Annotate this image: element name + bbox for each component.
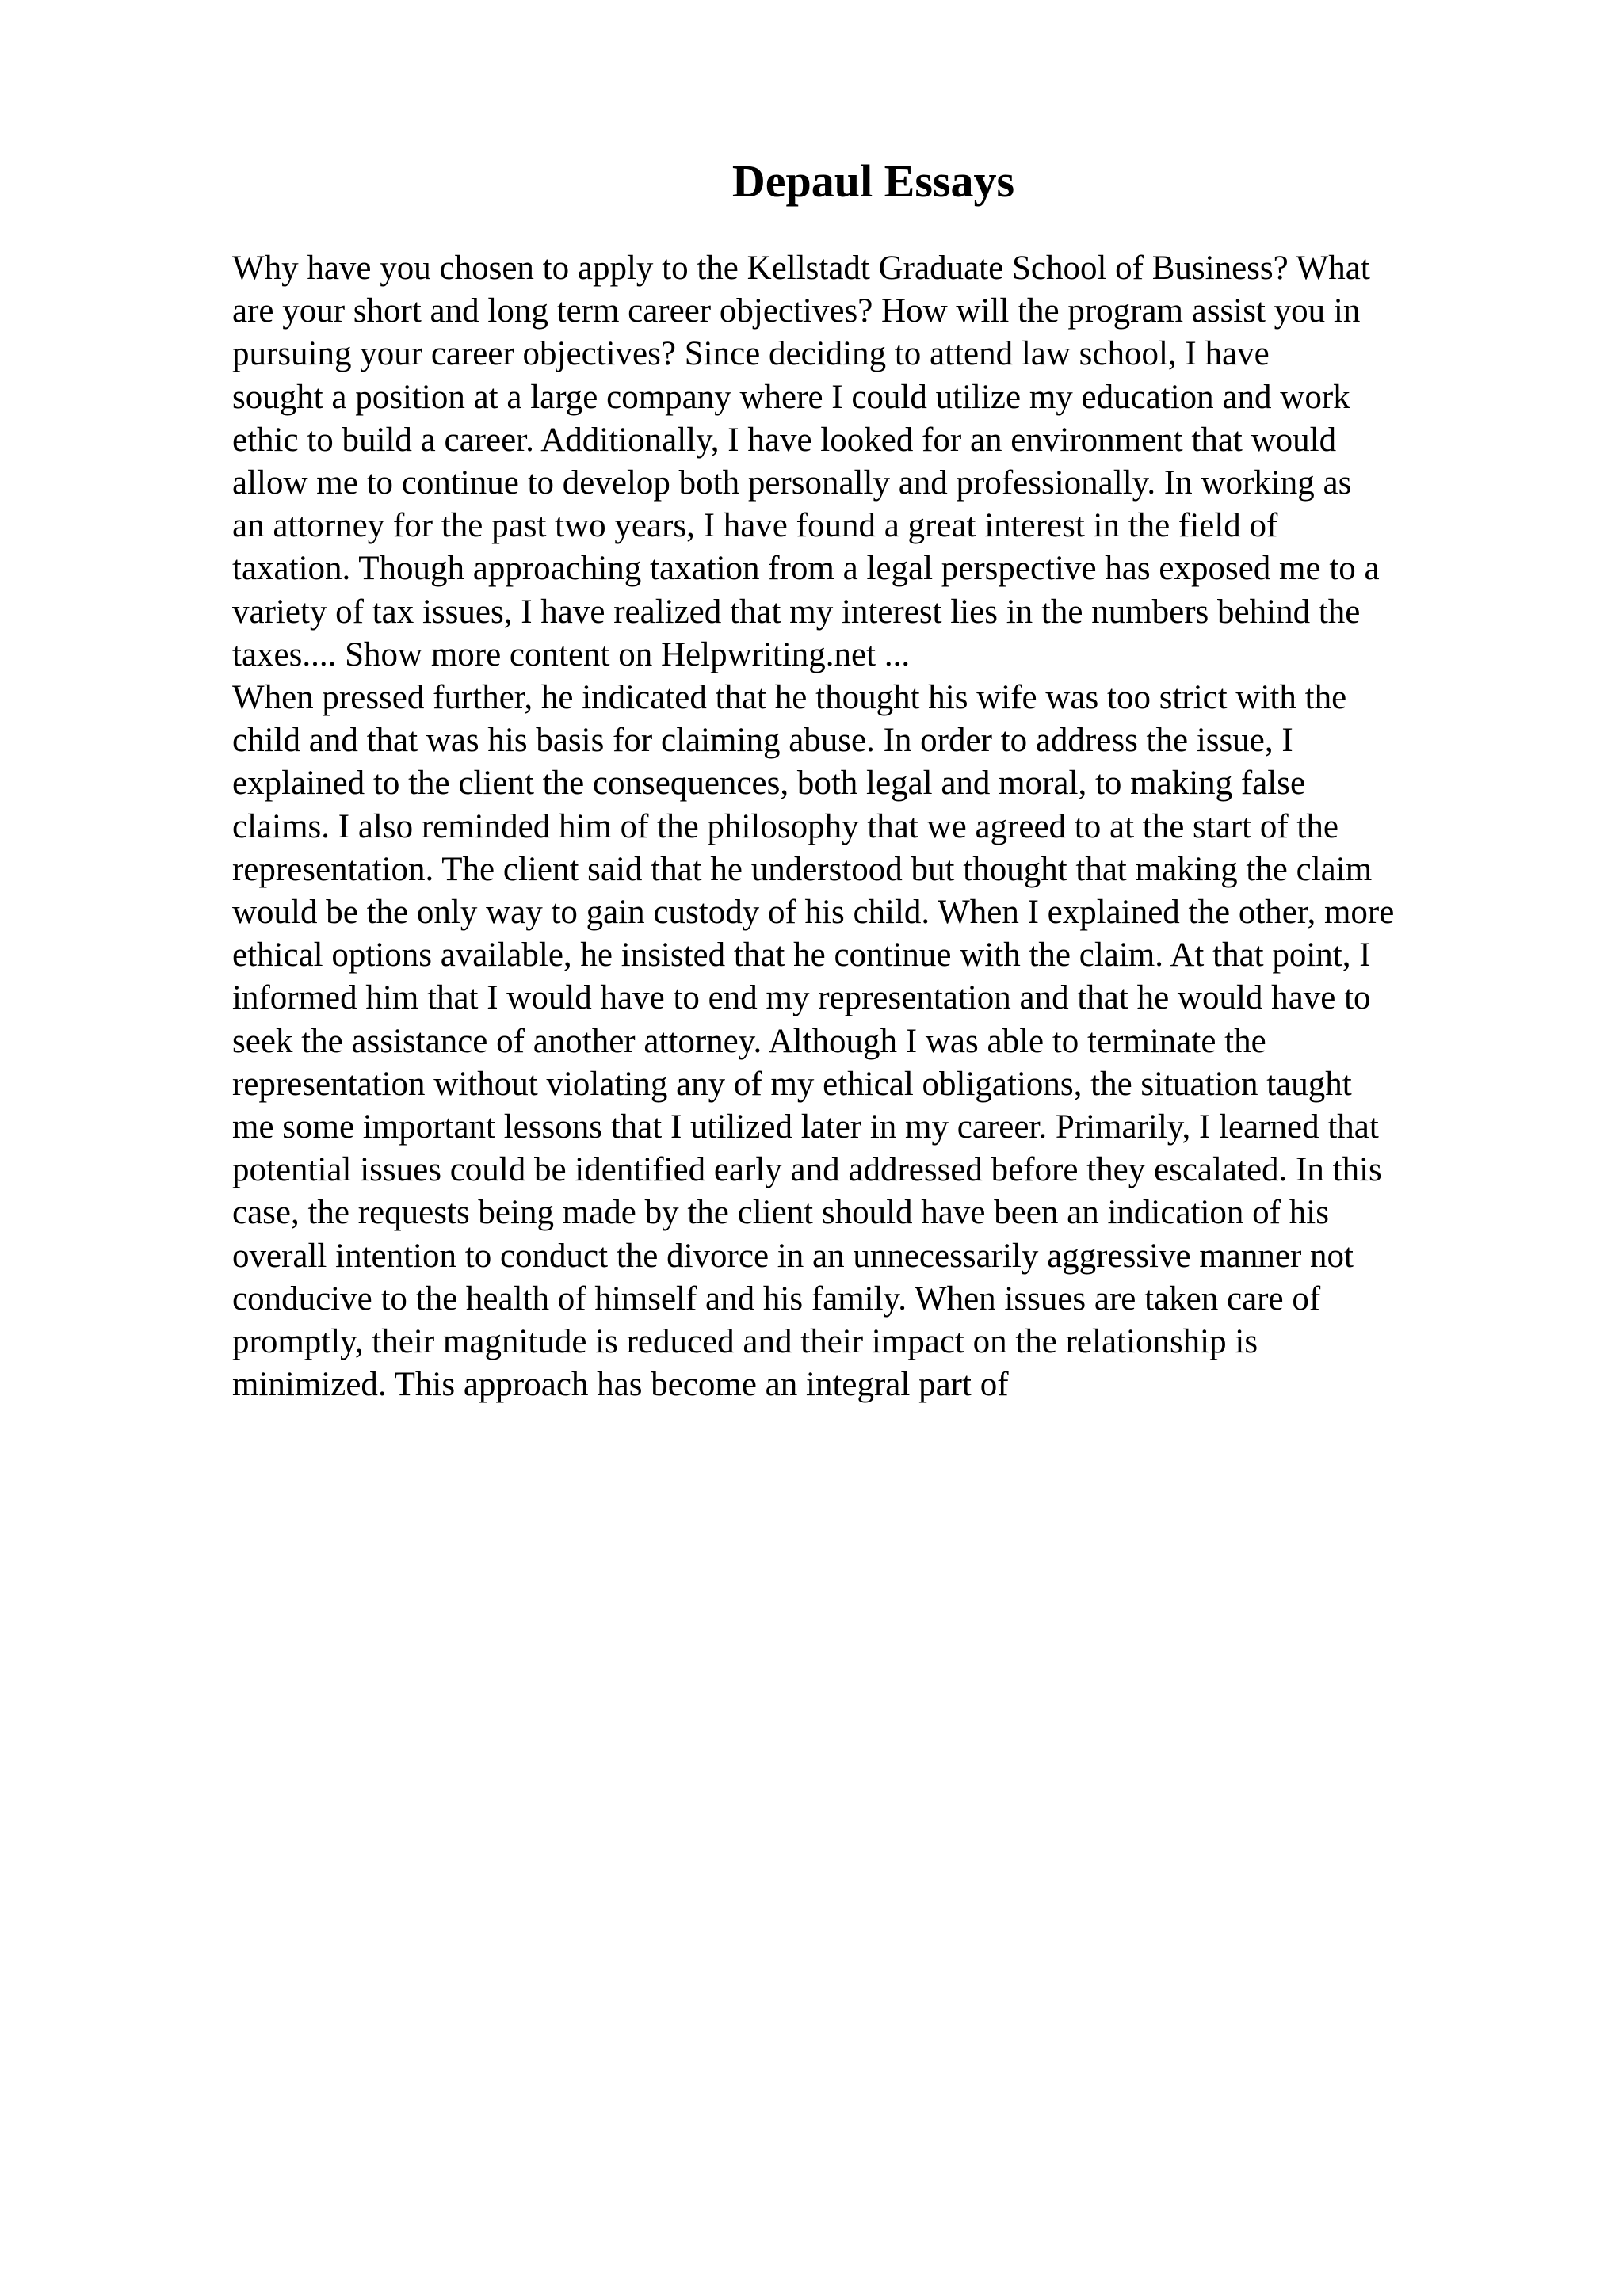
document-title: Depaul Essays [731,155,1015,207]
text-line: ethic to build a career. Additionally, I have looked for an environment that would [232,421,1337,459]
text-line: taxation. Though approaching taxation from a legal perspective has exposed me to a [232,550,1380,588]
text-line: me some important lessons that I utilized later in my career. Primarily, I learned that [232,1108,1379,1146]
text-line: representation. The client said that he understood but thought that making the claim [232,850,1373,888]
text-line: case, the requests being made by the client should have been an indication of his [232,1194,1329,1232]
text-line: ethical options available, he insisted that he continue with the claim. At that point, I [232,936,1371,974]
text-line: minimized. This approach has become an integral part of [232,1366,1009,1404]
text-line: explained to the client the consequences, both legal and moral, to making false [232,765,1306,803]
text-line: When pressed further, he indicated that he thought his wife was too strict with the [232,679,1347,717]
text-line: claims. I also reminded him of the philosophy that we agreed to at the start of the [232,807,1338,845]
text-line: pursuing your career objectives? Since deciding to attend law school, I have [232,335,1270,373]
text-line: would be the only way to gain custody of his child. When I explained the other, more [232,894,1395,932]
text-line: promptly, their magnitude is reduced and their impact on the relationship is [232,1323,1258,1361]
document-body [232,247,1516,1406]
text-line: an attorney for the past two years, I have found a great interest in the field of [232,507,1278,545]
text-line: informed him that I would have to end my representation and that he would have to [232,979,1371,1017]
text-line: child and that was his basis for claiming abuse. In order to address the issue, I [232,722,1293,760]
text-line: overall intention to conduct the divorce in an unnecessarily aggressive manner not [232,1237,1354,1275]
text-line: taxes.... Show more content on Helpwriting.net ... [232,635,911,673]
text-line: variety of tax issues, I have realized that my interest lies in the numbers behind the [232,593,1361,631]
text-line: allow me to continue to develop both personally and professionally. In working as [232,464,1352,502]
text-line: representation without violating any of my ethical obligations, the situation taught [232,1065,1352,1103]
text-line: Why have you chosen to apply to the Kellstadt Graduate School of Business? What [232,250,1370,287]
text-line: sought a position at a large company where I could utilize my education and work [232,378,1350,416]
text-line: are your short and long term career objectives? How will the program assist you in [232,292,1361,330]
text-line: potential issues could be identified early and addressed before they escalated. In this [232,1151,1382,1189]
text-line: seek the assistance of another attorney. Although I was able to terminate the [232,1022,1266,1060]
text-line: conducive to the health of himself and his family. When issues are taken care of [232,1280,1321,1318]
